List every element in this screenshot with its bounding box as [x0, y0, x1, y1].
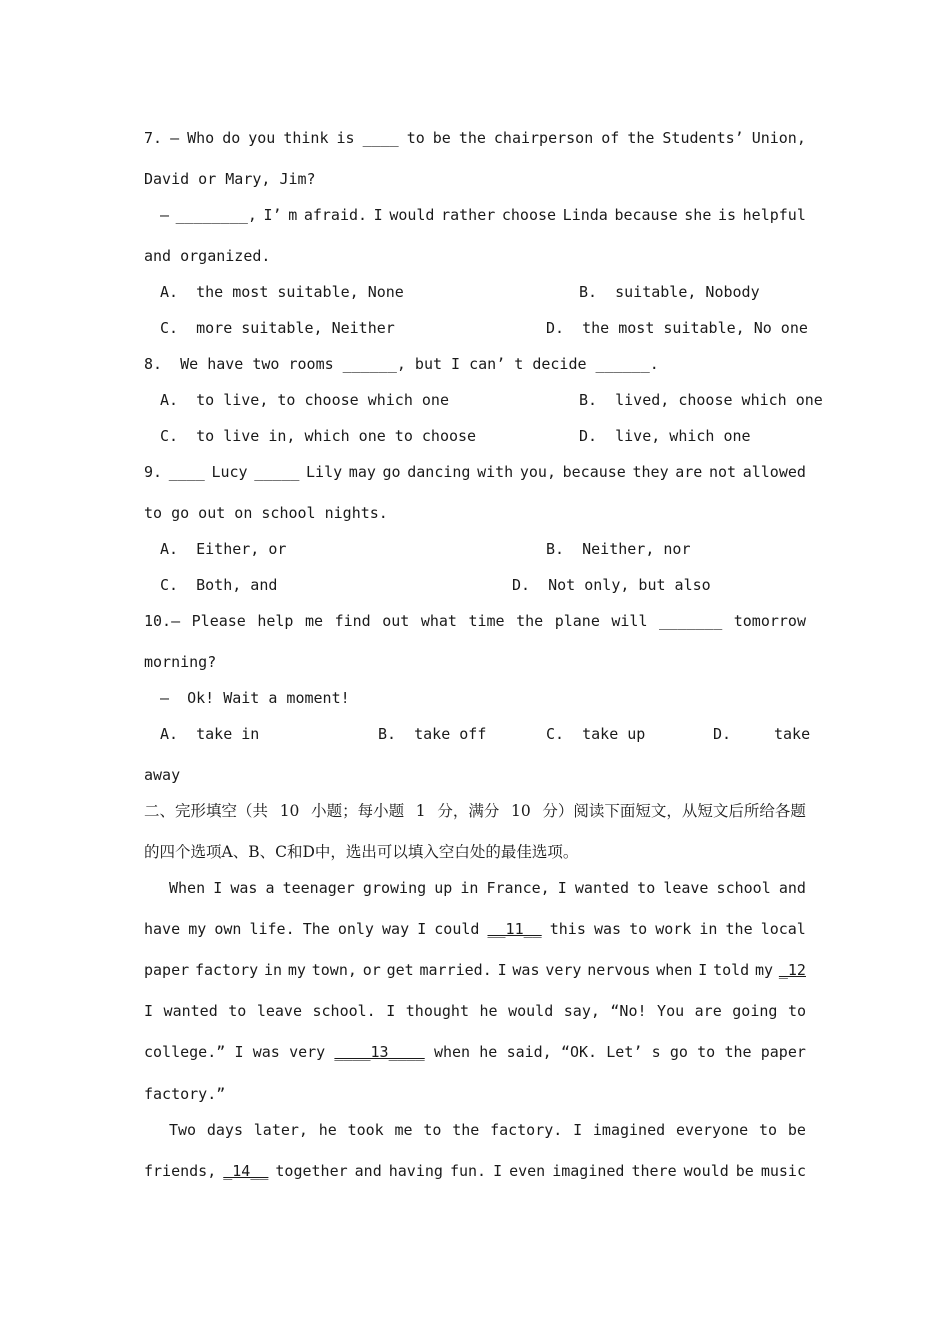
word: to [228, 1002, 247, 1020]
word: my [287, 961, 306, 979]
word: find [334, 612, 371, 630]
word: to [637, 879, 656, 897]
word: the [627, 129, 655, 147]
passage-p1-line-1 [169, 878, 806, 898]
word: factory. [490, 1121, 563, 1139]
word: of [601, 129, 620, 147]
word: told [713, 961, 750, 979]
word: he [318, 1121, 337, 1139]
word: 二、完形填空（共 [144, 802, 269, 820]
word: nervous [587, 961, 651, 979]
word: _______ [659, 612, 723, 630]
word: took [347, 1121, 384, 1139]
q7-line-4: and organized. [144, 247, 271, 265]
word: school [716, 879, 771, 897]
word: help [257, 612, 294, 630]
passage-p2-line-2 [144, 1161, 806, 1181]
word: leave [256, 1002, 302, 1020]
word: because [562, 463, 626, 481]
word: You [657, 1002, 685, 1020]
word: afraid. [303, 206, 368, 224]
word: Let’ [606, 1043, 643, 1061]
word: school. [312, 1002, 376, 1020]
word: said, [506, 1043, 552, 1061]
word: the [725, 920, 753, 938]
word: town, [311, 961, 357, 979]
q10-option-b: B. take off [378, 725, 487, 743]
q7-line-2: David or Mary, Jim? [144, 170, 316, 188]
word: to [787, 1002, 806, 1020]
word: chairperson [493, 129, 594, 147]
word: and [778, 879, 806, 897]
word: they [632, 463, 669, 481]
word: 9. [144, 463, 163, 481]
q8-option-d: D. live, which one [579, 427, 751, 445]
q7-line-1 [144, 128, 806, 148]
q7-option-d: D. the most suitable, No one [546, 319, 808, 337]
word: was [252, 1043, 280, 1061]
word: 7. [144, 129, 163, 147]
q10-option-c: C. take up [546, 725, 646, 743]
word: married. [419, 961, 492, 979]
word: 10 [279, 802, 300, 820]
word: was [230, 879, 258, 897]
q9-option-c: C. Both, and [160, 576, 278, 594]
q9-line-1 [144, 462, 806, 482]
word: 分）阅读下面短文，从短文后所给各题 [542, 802, 806, 820]
word: a [265, 879, 275, 897]
q8-option-b: B. lived, choose which one [579, 391, 823, 409]
word: fun. [449, 1162, 487, 1180]
passage-p2-line-1 [169, 1120, 806, 1140]
word: get [386, 961, 414, 979]
q10-line-2: morning? [144, 653, 217, 671]
word: When [169, 879, 206, 897]
word: would [683, 1162, 729, 1180]
q10-option-d-word: take [774, 725, 811, 743]
word: I [573, 1121, 583, 1139]
passage-p1-line-4 [144, 1001, 806, 1021]
word: the [452, 1121, 480, 1139]
word: 1 [415, 802, 426, 820]
word: tomorrow [733, 612, 806, 630]
word: is [717, 206, 737, 224]
word: or [362, 961, 381, 979]
section-2-heading [144, 801, 806, 821]
q9-option-d: D. Not only, but also [512, 576, 711, 594]
answer-blank: ____13____ [334, 1043, 425, 1061]
word: ____ [362, 129, 399, 147]
word: “No! [610, 1002, 647, 1020]
word: in [460, 879, 479, 897]
passage-p1-line-2 [144, 919, 806, 939]
word: would [389, 206, 435, 224]
word: and [354, 1162, 382, 1180]
q10-line-3: — Ok! Wait a moment! [160, 689, 350, 707]
word: s [651, 1043, 661, 1061]
word: — [160, 206, 170, 224]
word: to [406, 129, 425, 147]
word: friends, [144, 1162, 217, 1180]
passage-p1-line-3 [144, 960, 806, 980]
word: very [545, 961, 582, 979]
word: everyone [675, 1121, 749, 1139]
word: me [394, 1121, 413, 1139]
word: 小题；每小题 [311, 802, 405, 820]
word: “OK. [560, 1043, 598, 1061]
word: when [656, 961, 693, 979]
section-2-instructions: 的四个选项A、B、C和D中，选出可以填入空白处的最佳选项。 [144, 843, 579, 861]
word: I [698, 961, 708, 979]
word: you, [519, 463, 556, 481]
word: factory [194, 961, 259, 979]
word: in [699, 920, 718, 938]
word: what [420, 612, 457, 630]
word: teenager [282, 879, 355, 897]
word: Students’ [662, 129, 744, 147]
word: — [170, 129, 180, 147]
q10-option-d-letter: D. [713, 725, 732, 743]
word: when [433, 1043, 471, 1061]
q7-line-3 [160, 205, 806, 225]
q7-option-b: B. suitable, Nobody [579, 283, 760, 301]
word: could [434, 920, 480, 938]
word: plane [554, 612, 600, 630]
word: out [382, 612, 410, 630]
word: not [708, 463, 737, 481]
word: growing [362, 879, 427, 897]
word: m [288, 206, 298, 224]
word: be [432, 129, 451, 147]
word: 分，满分 [437, 802, 500, 820]
word: my [755, 961, 774, 979]
q8-line-1: 8. We have two rooms ______, but I can’ t decide ______. [144, 355, 659, 373]
word: Lily [306, 463, 343, 481]
word: paper [144, 961, 190, 979]
word: with [477, 463, 514, 481]
answer-blank: _12 [778, 961, 806, 979]
word: I [557, 879, 567, 897]
word: I [497, 961, 507, 979]
word: say, [563, 1002, 600, 1020]
word: up [434, 879, 453, 897]
word: are [675, 463, 703, 481]
word: to [423, 1121, 442, 1139]
word: wanted [574, 879, 630, 897]
word: go [669, 1043, 688, 1061]
word: I [144, 1002, 154, 1020]
word: only [337, 920, 374, 938]
word: wanted [163, 1002, 218, 1020]
word: days [206, 1121, 243, 1139]
word: have [144, 920, 181, 938]
q10-option-d-continued: away [144, 766, 181, 784]
word: together [275, 1162, 348, 1180]
word: imagined [552, 1162, 625, 1180]
word: the [724, 1043, 752, 1061]
word: be [787, 1121, 806, 1139]
answer-blank: __11__ [487, 920, 542, 938]
word: time [468, 612, 505, 630]
word: paper [760, 1043, 806, 1061]
q9-option-b: B. Neither, nor [546, 540, 691, 558]
word: work [655, 920, 692, 938]
word: will [611, 612, 648, 630]
word: Linda [562, 206, 608, 224]
word: to [629, 920, 648, 938]
word: I [493, 1162, 503, 1180]
word: choose [501, 206, 557, 224]
word: way [382, 920, 410, 938]
word: I [417, 920, 427, 938]
word: life. [249, 920, 295, 938]
word: later, [253, 1121, 308, 1139]
word: I [234, 1043, 244, 1061]
word: may [348, 463, 376, 481]
word: I’ [263, 206, 282, 224]
word: think [283, 129, 329, 147]
word: me [304, 612, 324, 630]
q9-option-a: A. Either, or [160, 540, 287, 558]
word: helpful [742, 206, 806, 224]
word: 10.— [144, 612, 181, 630]
q10-option-a: A. take in [160, 725, 260, 743]
word: Please [191, 612, 246, 630]
word: the [458, 129, 486, 147]
word: there [631, 1162, 677, 1180]
word: Two [169, 1121, 197, 1139]
word: thought [405, 1002, 469, 1020]
word: 10 [511, 802, 531, 820]
word: this [549, 920, 586, 938]
word: college.” [144, 1043, 226, 1061]
word: local [760, 920, 806, 938]
word: leave [663, 879, 709, 897]
word: you [248, 129, 276, 147]
word: was [512, 961, 540, 979]
word: dancing [407, 463, 471, 481]
word: having [388, 1162, 443, 1180]
word: are [694, 1002, 722, 1020]
word: to [697, 1043, 716, 1061]
word: my [188, 920, 207, 938]
q9-line-2: to go out on school nights. [144, 504, 388, 522]
q8-option-a: A. to live, to choose which one [160, 391, 449, 409]
word: imagined [592, 1121, 666, 1139]
word: Lucy [211, 463, 248, 481]
word: in [264, 961, 283, 979]
word: own [214, 920, 242, 938]
word: go [382, 463, 401, 481]
word: be [735, 1162, 754, 1180]
word: I [386, 1002, 396, 1020]
word: ____ [168, 463, 205, 481]
word: is [336, 129, 355, 147]
word: Who [187, 129, 215, 147]
q10-line-1 [144, 611, 806, 631]
word: even [509, 1162, 546, 1180]
word: would [508, 1002, 554, 1020]
word: rather [441, 206, 496, 224]
word: music [760, 1162, 806, 1180]
word: ________, [175, 206, 257, 224]
word: do [222, 129, 241, 147]
word: The [302, 920, 330, 938]
passage-p1-line-6: factory.” [144, 1085, 226, 1103]
word: the [516, 612, 544, 630]
word: _____ [254, 463, 300, 481]
q8-option-c: C. to live in, which one to choose [160, 427, 477, 445]
word: he [479, 1002, 498, 1020]
passage-p1-line-5 [144, 1042, 806, 1062]
word: because [614, 206, 678, 224]
word: she [684, 206, 712, 224]
word: France, [486, 879, 550, 897]
word: to [758, 1121, 778, 1139]
answer-blank: _14__ [223, 1162, 269, 1180]
q7-option-a: A. the most suitable, None [160, 283, 404, 301]
word: was [593, 920, 622, 938]
q7-option-c: C. more suitable, Neither [160, 319, 395, 337]
word: allowed [742, 463, 806, 481]
word: I [213, 879, 223, 897]
word: very [289, 1043, 326, 1061]
word: he [479, 1043, 498, 1061]
word: I [373, 206, 383, 224]
word: going [732, 1002, 778, 1020]
word: Union, [751, 129, 806, 147]
